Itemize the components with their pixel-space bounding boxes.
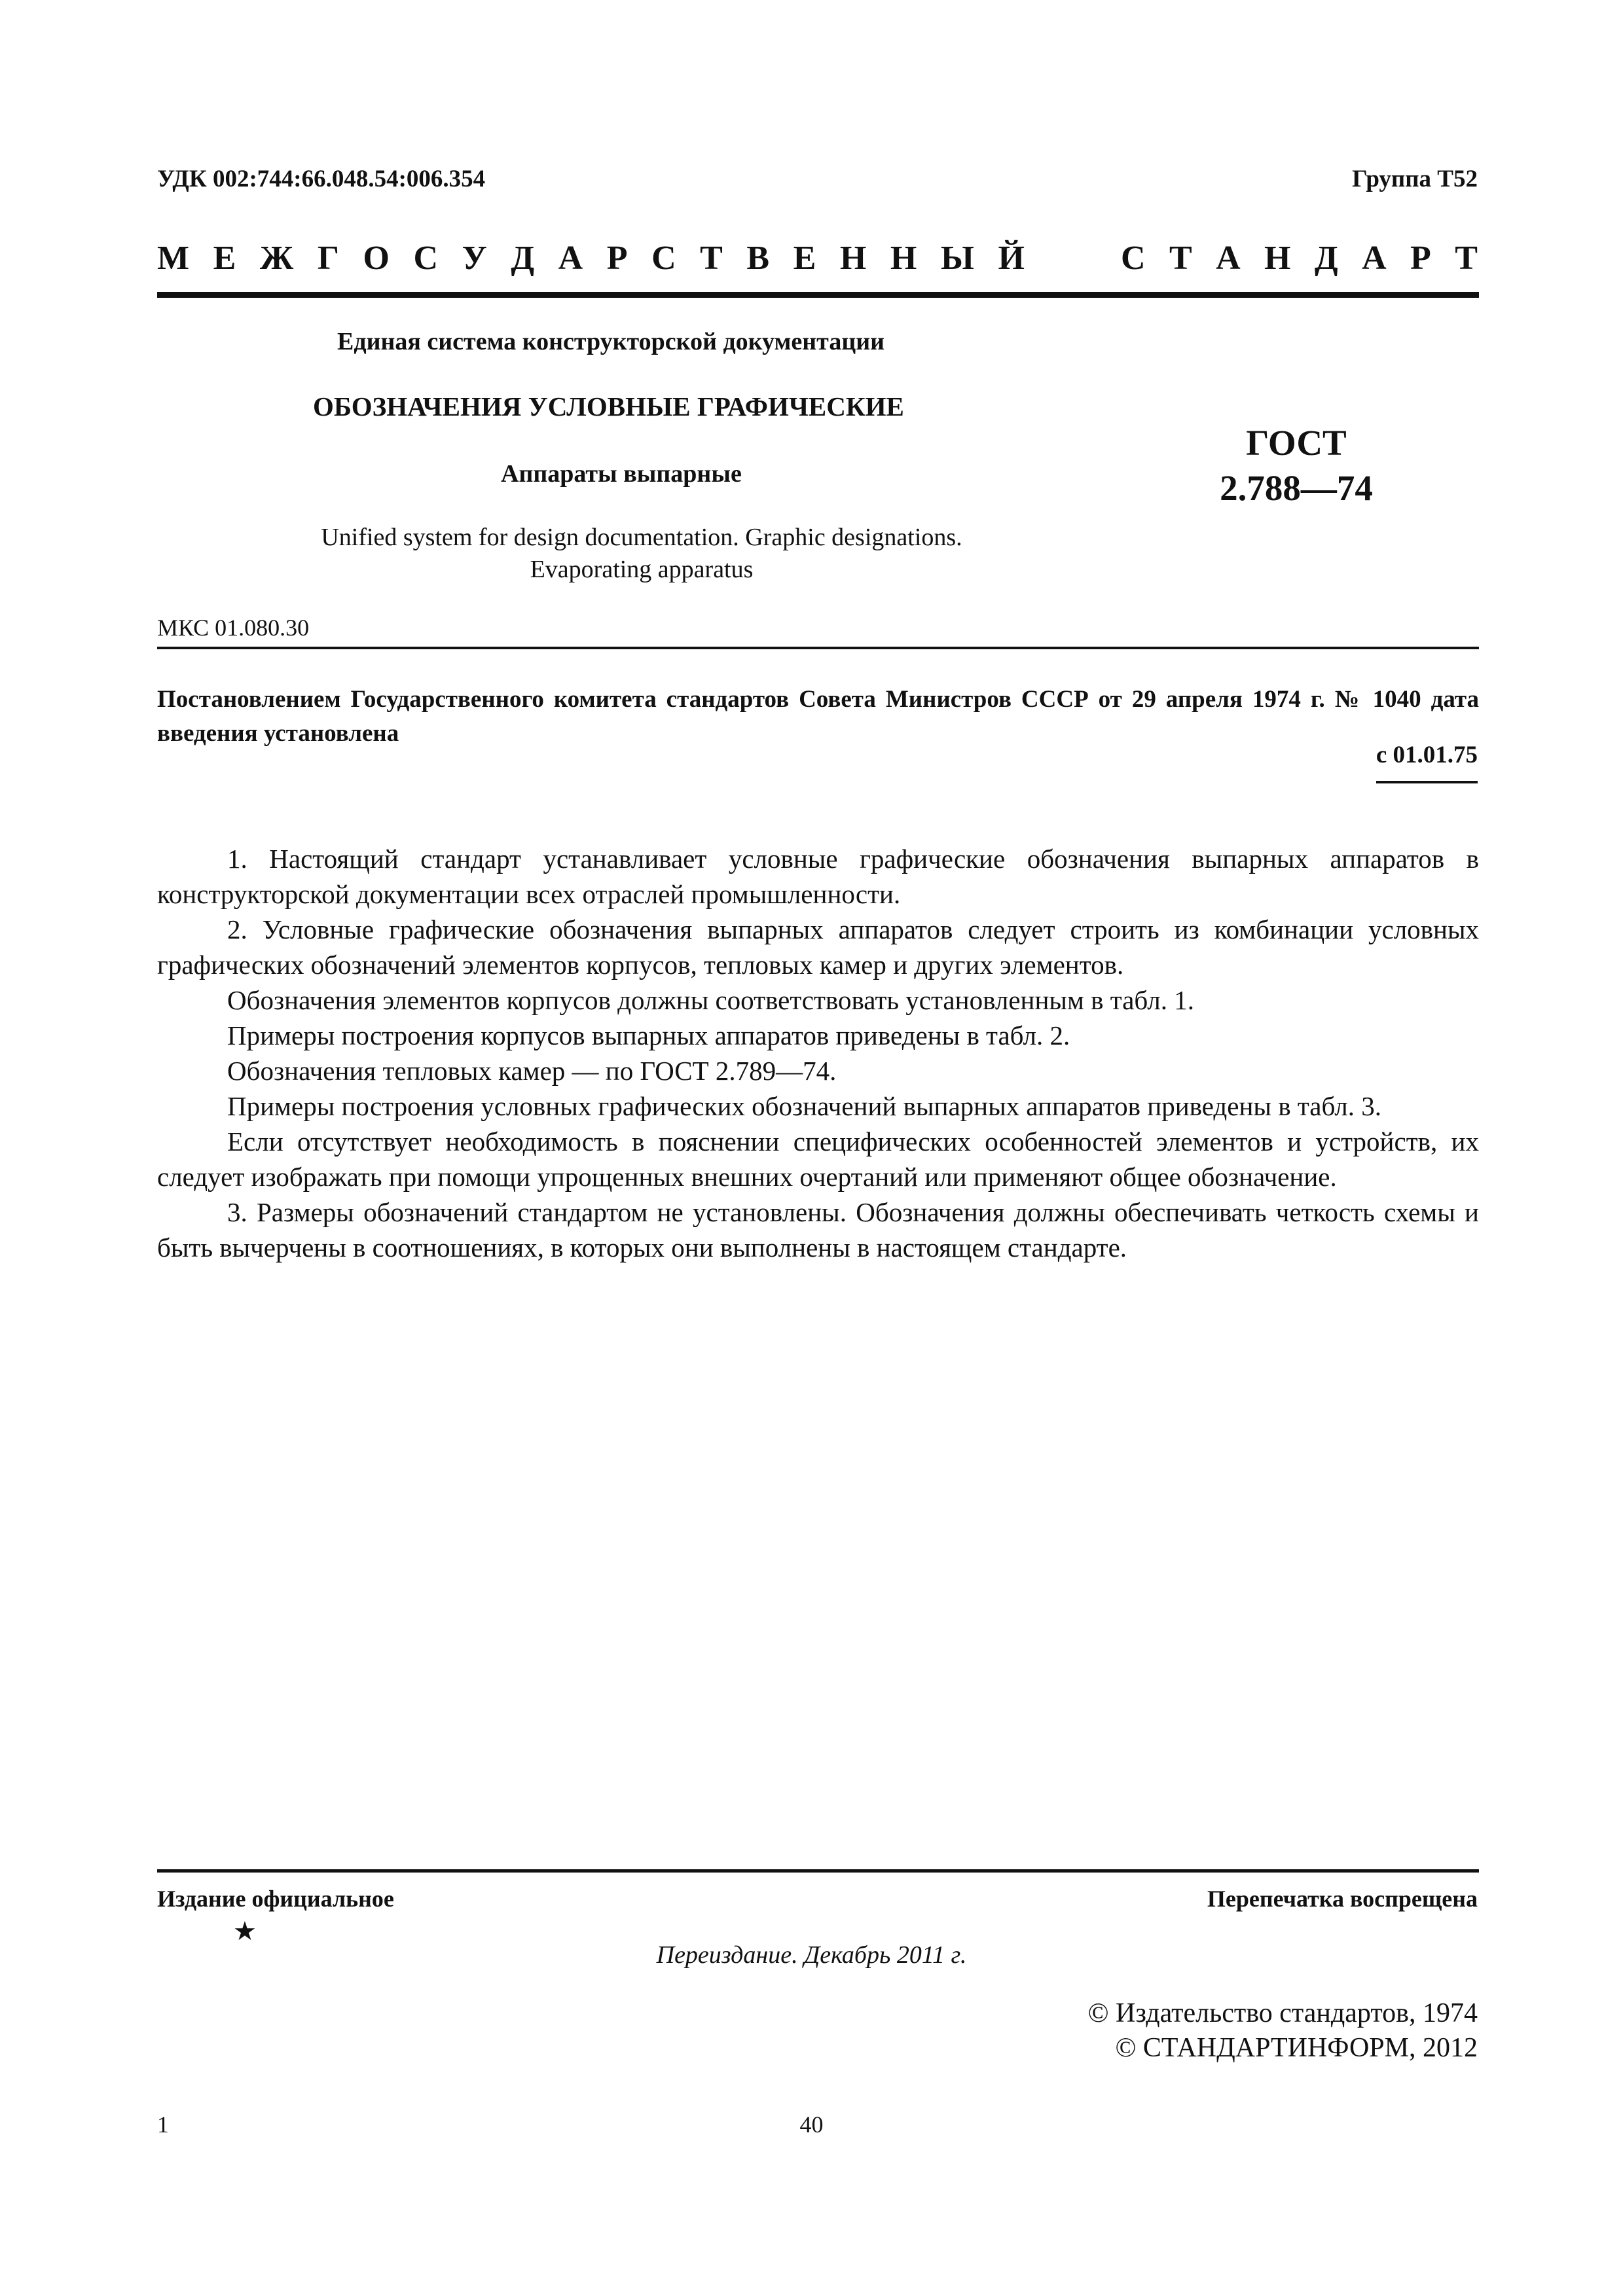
body-paragraph: Обозначения тепловых камер — по ГОСТ 2.789—74. [227,1056,837,1086]
body-paragraph: 2. Условные графические обозначения выпарных аппаратов следует строить из комбинации условных графических обозначений элементов корпусов, тепловых камер и других элементов. [157,914,1479,980]
copyright-line: © СТАНДАРТИНФОРМ, 2012 [1115,2033,1478,2063]
heading-letter: Н [1264,240,1291,277]
document-title: ОБОЗНАЧЕНИЯ УСЛОВНЫЕ ГРАФИЧЕСКИЕ [313,391,904,422]
heading-letter: В [746,240,770,277]
heading-letter: А [1216,240,1241,277]
body-paragraph: Примеры построения условных графических обозначений выпарных аппаратов приведены в табл. 3. [227,1091,1381,1121]
heading-letter: М [157,240,190,277]
gost-designation [1172,421,1421,511]
heading-letter: Т [1455,240,1478,277]
page-number: 40 [799,2111,824,2138]
mks-code: МКС 01.080.30 [157,615,310,641]
heading-letter: С [1121,240,1146,277]
heading-letter: Д [1314,240,1338,277]
heading-letter: А [558,240,583,277]
gost-number: 2.788—74 [1220,467,1373,508]
heading-letter: Г [317,240,339,277]
body-paragraph: Обозначения элементов корпусов должны соответствовать установленным в табл. 1. [227,985,1194,1015]
heading-letter: Д [511,240,535,277]
heading-letter: Е [793,240,816,277]
title-divider [157,647,1479,649]
reprint-ban: Перепечатка воспрещена [1207,1886,1478,1912]
copyright-line: © Издательство стандартов, 1974 [1087,1998,1478,2028]
heading-letter: С [413,240,439,277]
heading-letter: О [363,240,390,277]
header-divider [157,292,1479,298]
group-code: Группа Т52 [1352,166,1478,192]
heading-letter: Н [839,240,867,277]
udk-code: УДК 002:744:66.048.54:006.354 [157,166,486,192]
gost-label: ГОСТ [1246,423,1347,463]
effective-date: с 01.01.75 [1376,741,1478,783]
document-subtitle: Аппараты выпарные [501,460,742,488]
heading-letter: Н [890,240,917,277]
english-title-line: Evaporating apparatus [530,556,754,584]
official-edition: Издание официальное [157,1886,394,1912]
decree-text: Постановлением Государственного комитета стандартов Совета Министров СССР от 29 апреля 1974 г. № 1040 дата введения установлена [157,686,1479,747]
body-paragraph: Примеры построения корпусов выпарных аппаратов приведены в табл. 2. [227,1020,1070,1050]
reissue-note: Переиздание. Декабрь 2011 г. [656,1941,967,1969]
star-icon: ★ [233,1916,257,1946]
body-paragraph: 1. Настоящий стандарт устанавливает условные графические обозначения выпарных аппаратов в конструкторской документации всех отраслей промышленности. [157,844,1479,909]
english-title-line: Unified system for design documentation. Graphic designations. [321,524,962,551]
heading-letter: С [651,240,676,277]
heading-word-interstate [157,239,1025,278]
heading-letter: А [1362,240,1387,277]
heading-letter: Ы [940,240,974,277]
body-paragraph: Если отсутствует необходимость в пояснении специфических особенностей элементов и устройств, их следует изображать при помощи упрощенных внешних очертаний или применяют общее обозначение. [157,1126,1479,1192]
standard-body [157,841,1479,1265]
footer-divider [157,1869,1479,1873]
interstate-standard-heading [157,239,1478,278]
heading-letter: Р [1410,240,1431,277]
heading-letter: Ж [259,240,294,277]
heading-word-standard [1121,239,1478,278]
heading-letter: Й [998,240,1025,277]
heading-letter: Т [700,240,723,277]
system-name: Единая система конструкторской документации [337,328,884,355]
heading-letter: Р [606,240,628,277]
heading-letter: У [462,240,487,277]
body-paragraph: 3. Размеры обозначений стандартом не установлены. Обозначения должны обеспечивать четкость схемы и быть вычерчены в соотношениях, в которых они выполнены в настоящем стандарте. [157,1197,1479,1263]
page-index: 1 [157,2111,169,2138]
english-title [229,522,1054,586]
heading-letter: Е [213,240,236,277]
heading-letter: Т [1169,240,1192,277]
